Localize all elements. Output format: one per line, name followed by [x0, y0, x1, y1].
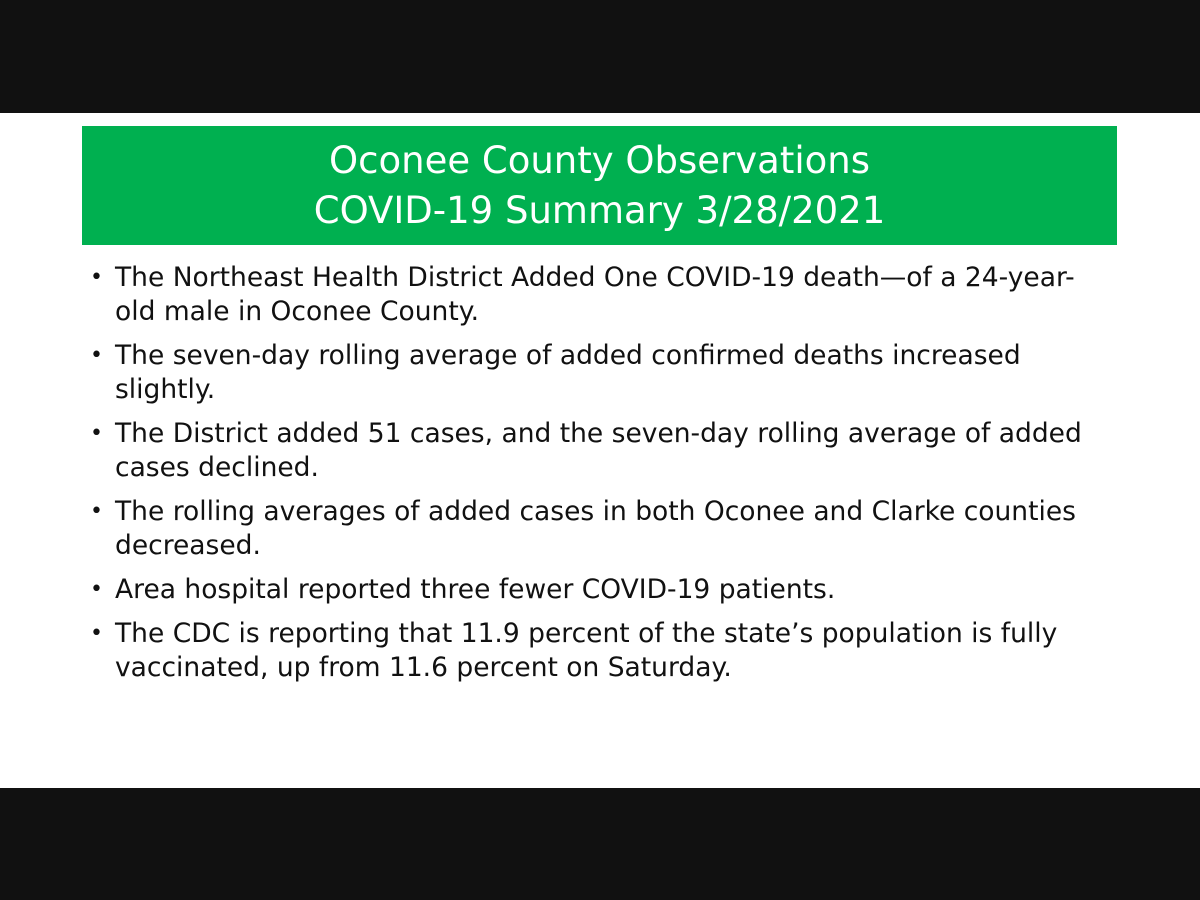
bullet-item — [88, 495, 1088, 563]
bullet-icon: • — [90, 499, 103, 524]
bullet-item — [88, 417, 1088, 485]
bullet-text: The Northeast Health District Added One COVID-19 death—of a 24-year-old male in Oconee County. — [115, 262, 1075, 327]
bullet-item — [88, 261, 1088, 329]
bullet-text: The CDC is reporting that 11.9 percent of the state’s population is fully vaccinated, up from 11.6 percent on Saturday. — [115, 618, 1058, 683]
bullet-text: The seven-day rolling average of added confirmed deaths increased slightly. — [115, 340, 1021, 405]
bullet-item — [88, 573, 1088, 607]
letterbox-bottom — [0, 788, 1200, 900]
bullet-item — [88, 617, 1088, 685]
slide-subtitle: COVID-19 Summary 3/28/2021 — [313, 188, 886, 232]
slide-title: Oconee County Observations — [329, 138, 870, 182]
slide — [0, 113, 1200, 788]
bullet-icon: • — [90, 343, 103, 368]
bullet-icon: • — [90, 265, 103, 290]
bullet-text: Area hospital reported three fewer COVID-19 patients. — [115, 574, 836, 605]
bullet-item — [88, 339, 1088, 407]
bullet-list — [88, 261, 1088, 695]
letterbox-top — [0, 0, 1200, 113]
title-banner — [82, 126, 1117, 245]
bullet-icon: • — [90, 577, 103, 602]
bullet-text: The rolling averages of added cases in both Oconee and Clarke counties decreased. — [115, 496, 1076, 561]
bullet-icon: • — [90, 421, 103, 446]
bullet-icon: • — [90, 621, 103, 646]
bullet-text: The District added 51 cases, and the seven-day rolling average of added cases declined. — [115, 418, 1082, 483]
